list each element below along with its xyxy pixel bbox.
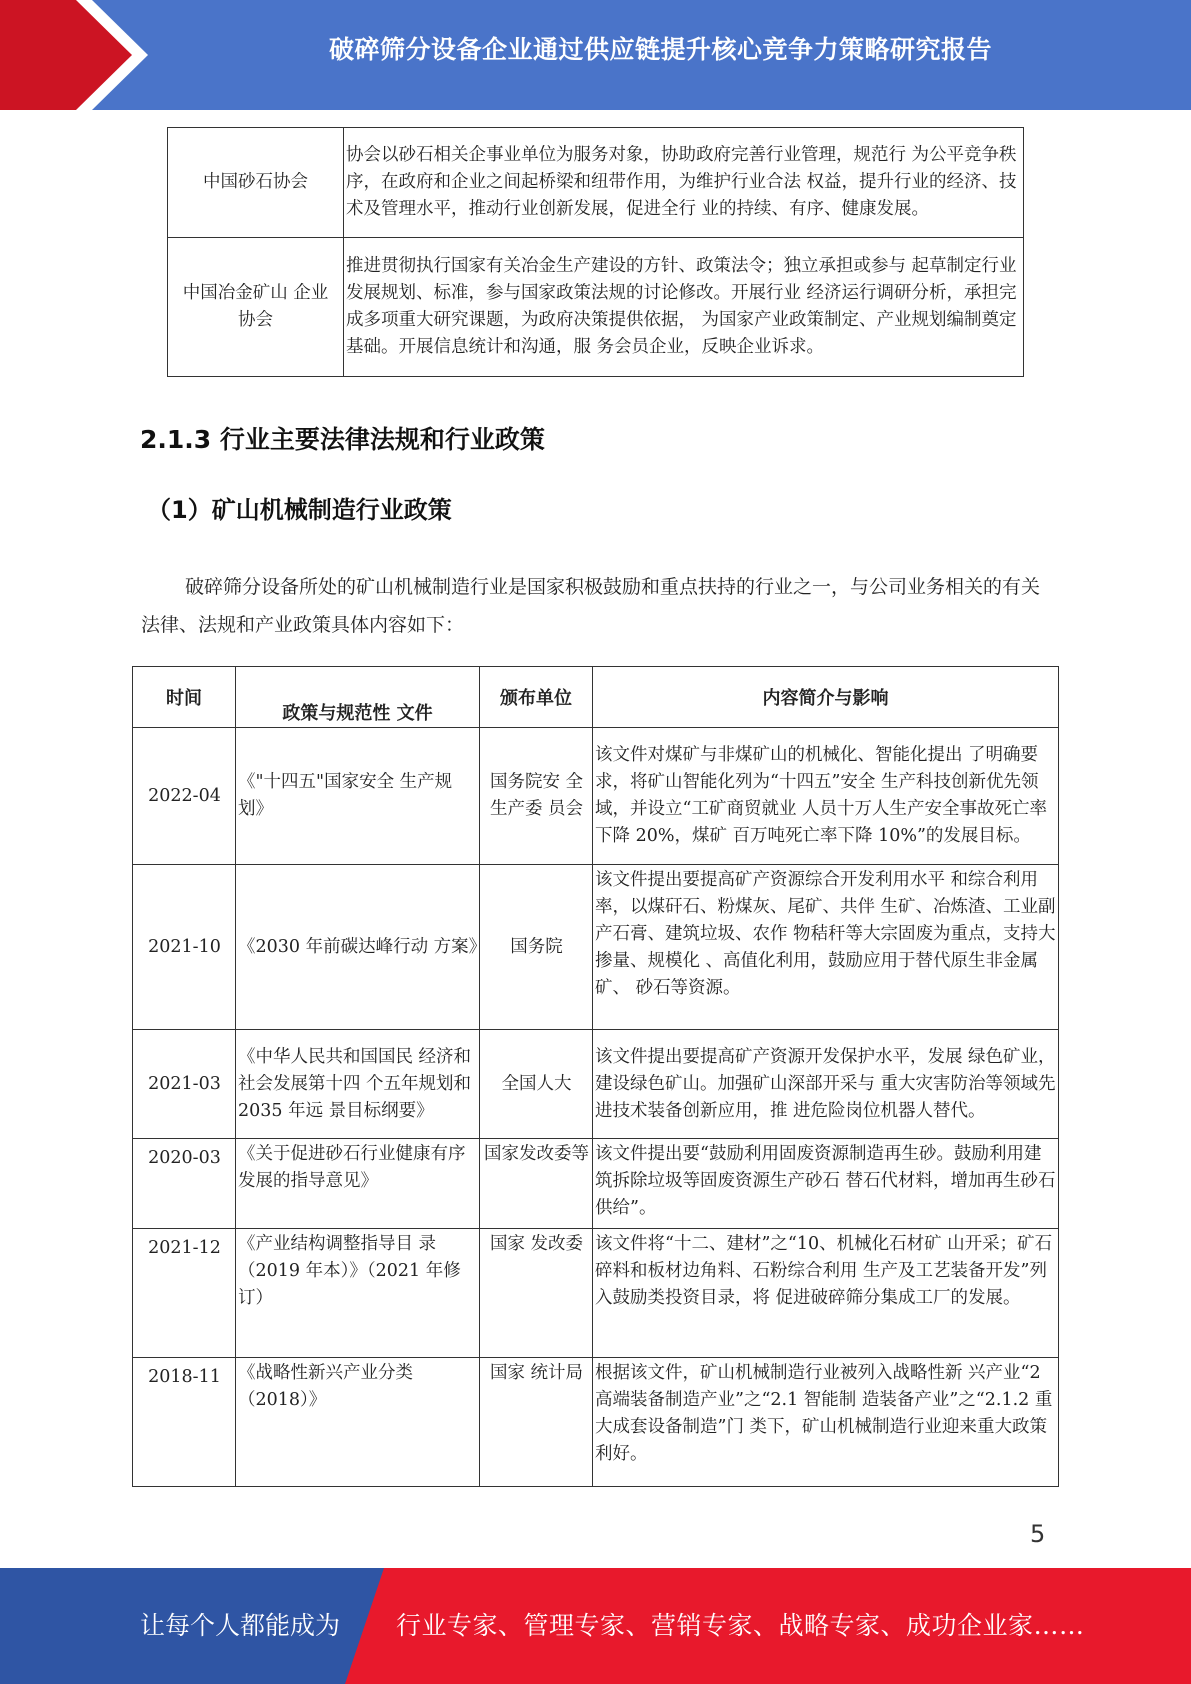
section-heading: 2.1.3 行业主要法律法规和行业政策 bbox=[140, 425, 545, 454]
table-row bbox=[133, 1030, 1059, 1139]
table-header-row bbox=[133, 667, 1059, 728]
policy-content: 该文件提出要提高矿产资源开发保护水平，发展 绿色矿业，建设绿色矿山。加强矿山深部开采与 重大灾害防治等领域先进技术装备创新应用，推 进危险岗位机器人替代。 bbox=[593, 1030, 1059, 1139]
policy-issuer: 国家发改委等 bbox=[480, 1139, 593, 1229]
table-row bbox=[133, 865, 1059, 1030]
policy-content: 该文件提出要提高矿产资源综合开发利用水平 和综合利用率，以煤矸石、粉煤灰、尾矿、共伴 生矿、冶炼渣、工业副产石膏、建筑垃圾、农作 物秸秆等大宗固废为重点，支持大掺量、规模化 、高值化利用，鼓励应用于替代原生非金属矿、 砂石等资源。 bbox=[593, 865, 1059, 1030]
policy-date: 2021-12 bbox=[133, 1229, 236, 1358]
policy-issuer: 国家 统计局 bbox=[480, 1358, 593, 1487]
policy-document: 《2030 年前碳达峰行动 方案》 bbox=[236, 865, 480, 1030]
association-description: 推进贯彻执行国家有关冶金生产建设的方针、政策法令；独立承担或参与 起草制定行业发展规划、标准，参与国家政策法规的讨论修改。开展行业 经济运行调研分析，承担完成多项重大研究课题，为政府决策提供依据， 为国家产业政策制定、产业规划编制奠定基础。开展信息统计和沟通，服 务会员企业，反映企业诉求。 bbox=[344, 238, 1024, 377]
footer-slogan-left: 让每个人都能成为 bbox=[140, 1611, 341, 1640]
header-banner bbox=[0, 0, 1191, 110]
association-description: 协会以砂石相关企事业单位为服务对象，协助政府完善行业管理，规范行 为公平竞争秩序，在政府和企业之间起桥梁和纽带作用，为维护行业合法 权益，提升行业的经济、技术及管理水平，推动行业创新发展，促进全行 业的持续、有序、健康发展。 bbox=[344, 128, 1024, 238]
policy-content: 根据该文件，矿山机械制造行业被列入战略性新 兴产业“2 高端装备制造产业”之“2.1 智能制 造装备产业”之“2.1.2 重大成套设备制造”门 类下，矿山机械制造行业迎来重大政策利好。 bbox=[593, 1358, 1059, 1487]
column-header-date: 时间 bbox=[133, 667, 236, 728]
table-row bbox=[133, 1358, 1059, 1487]
column-header-content: 内容简介与影响 bbox=[593, 667, 1059, 728]
policy-document: 《产业结构调整指导目 录（2019 年本）》（2021 年修订） bbox=[236, 1229, 480, 1358]
policy-issuer: 全国人大 bbox=[480, 1030, 593, 1139]
association-name: 中国冶金矿山 企业协会 bbox=[168, 238, 344, 377]
policy-date: 2020-03 bbox=[133, 1139, 236, 1229]
table-row bbox=[168, 238, 1024, 377]
association-table bbox=[167, 127, 1024, 377]
table-row bbox=[133, 1139, 1059, 1229]
policy-content: 该文件提出要“鼓励利用固废资源制造再生砂。鼓励利用建筑拆除垃圾等固废资源生产砂石 替石代材料，增加再生砂石供给”。 bbox=[593, 1139, 1059, 1229]
policy-content: 该文件将“十二、建材”之“10、机械化石材矿 山开采；矿石碎料和板材边角料、石粉综合利用 生产及工艺装备开发”列入鼓励类投资目录，将 促进破碎筛分集成工厂的发展。 bbox=[593, 1229, 1059, 1358]
footer-slogan-right: 行业专家、管理专家、营销专家、战略专家、成功企业家…… bbox=[396, 1611, 1085, 1640]
policy-date: 2022-04 bbox=[133, 728, 236, 865]
table-row bbox=[168, 128, 1024, 238]
subsection-heading: （1）矿山机械制造行业政策 bbox=[147, 496, 452, 524]
policy-date: 2018-11 bbox=[133, 1358, 236, 1487]
table-row bbox=[133, 1229, 1059, 1358]
policy-issuer: 国务院 bbox=[480, 865, 593, 1030]
association-name: 中国砂石协会 bbox=[168, 128, 344, 238]
policy-document: 《"十四五"国家安全 生产规划》 bbox=[236, 728, 480, 865]
policy-content: 该文件对煤矿与非煤矿山的机械化、智能化提出 了明确要求，将矿山智能化列为“十四五”安全 生产科技创新优先领域，并设立“工矿商贸就业 人员十万人生产安全事故死亡率下降 20%，煤矿 百万吨死亡率下降 10%”的发展目标。 bbox=[593, 728, 1059, 865]
policy-document: 《关于促进砂石行业健康有序发展的指导意见》 bbox=[236, 1139, 480, 1229]
policy-table bbox=[132, 666, 1059, 1487]
column-header-issuer: 颁布单位 bbox=[480, 667, 593, 728]
policy-date: 2021-10 bbox=[133, 865, 236, 1030]
intro-paragraph: 破碎筛分设备所处的矿山机械制造行业是国家积极鼓励和重点扶持的行业之一，与公司业务相关的有关法律、法规和产业政策具体内容如下： bbox=[141, 576, 1041, 636]
policy-date: 2021-03 bbox=[133, 1030, 236, 1139]
policy-issuer: 国家 发改委 bbox=[480, 1229, 593, 1358]
report-title: 破碎筛分设备企业通过供应链提升核心竞争力策略研究报告 bbox=[328, 35, 992, 64]
policy-issuer: 国务院安 全生产委 员会 bbox=[480, 728, 593, 865]
policy-document: 《中华人民共和国国民 经济和社会发展第十四 个五年规划和 2035 年远 景目标纲要》 bbox=[236, 1030, 480, 1139]
column-header-document: 政策与规范性 文件 bbox=[236, 667, 480, 728]
page-number: 5 bbox=[1030, 1520, 1046, 1548]
footer-banner bbox=[0, 1568, 1191, 1684]
policy-document: 《战略性新兴产业分类（2018）》 bbox=[236, 1358, 480, 1487]
table-row bbox=[133, 728, 1059, 865]
